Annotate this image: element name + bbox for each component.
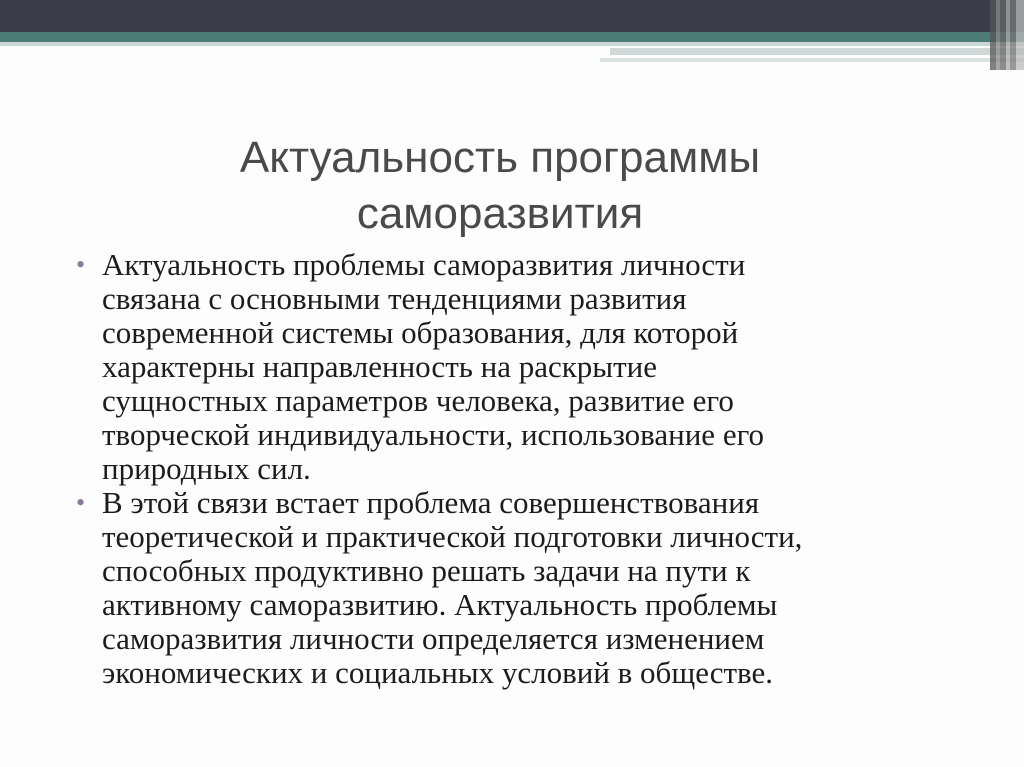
bullet-list <box>74 248 974 690</box>
bullet-line: способных продуктивно решать задачи на пути к <box>102 553 751 588</box>
bullet-item-2 <box>74 486 974 690</box>
slide-title <box>150 130 850 242</box>
bullet-line: В этой связи встает проблема совершенствования <box>102 485 760 520</box>
slide-title-line-2: саморазвития <box>356 189 644 238</box>
header-strip <box>0 42 1024 46</box>
header-accent-bar <box>0 32 1024 42</box>
bullet-line: экономических и социальных условий в обществе. <box>102 655 773 690</box>
bullet-item-1 <box>74 248 974 486</box>
bullet-line: Актуальность проблемы саморазвития личности <box>102 247 746 282</box>
bullet-line: сущностных параметров человека, развитие его <box>102 383 734 418</box>
bullet-line: характерны направленность на раскрытие <box>102 349 658 384</box>
header-bar <box>0 0 1024 32</box>
slide-title-line-1: Актуальность программы <box>239 133 761 182</box>
bullet-line: активному саморазвитию. Актуальность проблемы <box>102 587 778 622</box>
bullet-text <box>102 486 974 690</box>
bullet-marker: • <box>76 488 86 517</box>
bullet-line: творческой индивидуальности, использование его <box>102 417 765 452</box>
header-strip-thin <box>600 58 1024 62</box>
bullet-line: саморазвития личности определяется изменением <box>102 621 765 656</box>
bullet-line: теоретической и практической подготовки личности, <box>102 519 803 554</box>
bullet-line: природных сил. <box>102 451 311 486</box>
bullet-text <box>102 248 974 486</box>
header-strip-short <box>610 48 1024 55</box>
header-ornament <box>990 0 1024 70</box>
bullet-line: связана с основными тенденциями развития <box>102 281 687 316</box>
bullet-marker: • <box>76 250 86 279</box>
bullet-line: современной системы образования, для которой <box>102 315 739 350</box>
